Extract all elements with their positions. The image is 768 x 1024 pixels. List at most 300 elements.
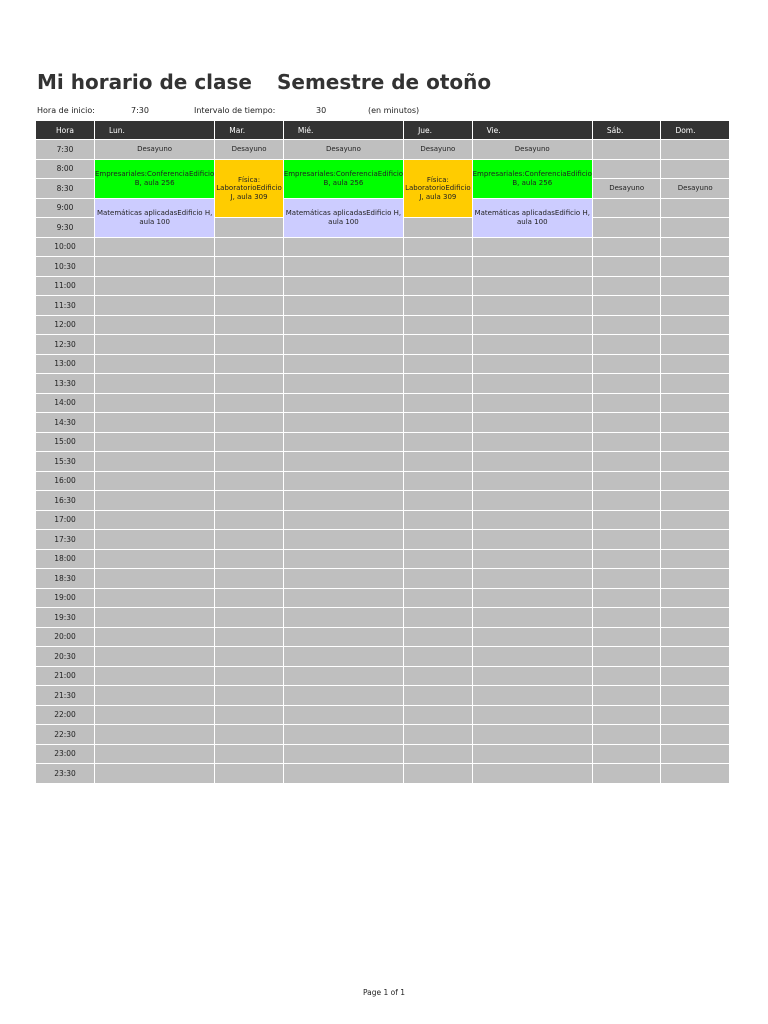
schedule-cell[interactable] — [215, 764, 283, 783]
time-slot-label: 9:00 — [36, 199, 94, 218]
schedule-cell[interactable] — [95, 706, 214, 725]
time-slot-label: 22:30 — [36, 725, 94, 744]
schedule-cell[interactable] — [215, 218, 283, 237]
class-block-text — [678, 184, 713, 193]
schedule-cell[interactable] — [593, 550, 661, 569]
time-slot-label: 20:00 — [36, 628, 94, 647]
schedule-cell[interactable] — [661, 608, 729, 627]
schedule-cell[interactable] — [284, 277, 403, 296]
schedule-cell[interactable] — [404, 472, 472, 491]
schedule-cell[interactable] — [284, 530, 403, 549]
schedule-cell[interactable] — [473, 394, 592, 413]
semester-title: Semestre de otoño — [277, 70, 492, 94]
class-block[interactable] — [95, 140, 214, 159]
schedule-cell[interactable] — [284, 647, 403, 666]
schedule-cell[interactable] — [215, 725, 283, 744]
class-block-line: Edificio H, aula 100 — [516, 209, 590, 226]
schedule-cell[interactable] — [284, 589, 403, 608]
schedule-cell[interactable] — [593, 745, 661, 764]
schedule-cell[interactable] — [404, 316, 472, 335]
schedule-cell[interactable] — [95, 277, 214, 296]
schedule-cell[interactable] — [404, 745, 472, 764]
schedule-cell[interactable] — [284, 238, 403, 257]
schedule-cell[interactable] — [95, 472, 214, 491]
schedule-cell[interactable] — [215, 530, 283, 549]
schedule-cell[interactable] — [404, 764, 472, 783]
schedule-cell[interactable] — [473, 316, 592, 335]
column-header-day: Mié. — [284, 121, 403, 139]
schedule-cell[interactable] — [95, 686, 214, 705]
schedule-cell[interactable] — [593, 511, 661, 530]
schedule-cell[interactable] — [404, 413, 472, 432]
schedule-cell[interactable] — [593, 316, 661, 335]
class-block[interactable] — [473, 160, 592, 198]
schedule-cell[interactable] — [95, 413, 214, 432]
schedule-cell[interactable] — [284, 413, 403, 432]
schedule-cell[interactable] — [661, 667, 729, 686]
class-block-line: Desayuno — [677, 184, 713, 192]
schedule-cell[interactable] — [593, 647, 661, 666]
schedule-cell[interactable] — [215, 238, 283, 257]
schedule-cell[interactable] — [473, 511, 592, 530]
schedule-cell[interactable] — [661, 530, 729, 549]
column-header-hora: Hora — [36, 121, 94, 139]
schedule-cell[interactable] — [215, 569, 283, 588]
class-block-line: Edificio J, aula 309 — [230, 184, 282, 201]
schedule-cell[interactable] — [95, 530, 214, 549]
schedule-cell[interactable] — [215, 686, 283, 705]
schedule-cell[interactable] — [473, 296, 592, 315]
schedule-cell[interactable] — [661, 725, 729, 744]
schedule-cell[interactable] — [215, 452, 283, 471]
schedule-cell[interactable] — [284, 257, 403, 276]
class-block-line: Edificio H, aula 100 — [328, 209, 402, 226]
schedule-cell[interactable] — [95, 764, 214, 783]
schedule-cell[interactable] — [284, 316, 403, 335]
schedule-cell[interactable] — [404, 374, 472, 393]
page-title: Mi horario de clase — [37, 70, 252, 94]
time-slot-label: 8:30 — [36, 179, 94, 198]
schedule-cell[interactable] — [95, 433, 214, 452]
column-header-day: Dom. — [661, 121, 729, 139]
page-footer: Page 1 of 1 — [362, 988, 406, 997]
class-block-line: Edificio J, aula 309 — [419, 184, 471, 201]
schedule-cell[interactable] — [95, 316, 214, 335]
schedule-cell[interactable] — [404, 686, 472, 705]
schedule-cell[interactable] — [215, 394, 283, 413]
schedule-cell[interactable] — [215, 491, 283, 510]
class-block-text — [473, 209, 592, 226]
schedule-cell[interactable] — [593, 257, 661, 276]
schedule-cell[interactable] — [661, 589, 729, 608]
schedule-cell[interactable] — [404, 647, 472, 666]
interval-label: Intervalo de tiempo: — [194, 106, 276, 115]
schedule-cell[interactable] — [95, 238, 214, 257]
schedule-cell[interactable] — [473, 530, 592, 549]
interval-unit: (en minutos) — [368, 106, 420, 115]
column-header-day: Lun. — [95, 121, 214, 139]
schedule-cell[interactable] — [593, 530, 661, 549]
schedule-cell[interactable] — [404, 706, 472, 725]
schedule-cell[interactable] — [473, 277, 592, 296]
time-slot-label: 8:00 — [36, 160, 94, 179]
schedule-cell[interactable] — [215, 316, 283, 335]
time-slot-label: 12:00 — [36, 316, 94, 335]
class-block[interactable] — [284, 160, 403, 198]
interval-value[interactable]: 30 — [316, 106, 327, 115]
schedule-cell[interactable] — [95, 491, 214, 510]
column-header-day: Mar. — [215, 121, 283, 139]
schedule-cell[interactable] — [404, 355, 472, 374]
schedule-cell[interactable] — [593, 296, 661, 315]
schedule-cell[interactable] — [473, 355, 592, 374]
schedule-cell[interactable] — [593, 472, 661, 491]
schedule-cell[interactable] — [593, 199, 661, 218]
schedule-cell[interactable] — [215, 628, 283, 647]
schedule-cell[interactable] — [661, 647, 729, 666]
schedule-cell[interactable] — [95, 647, 214, 666]
schedule-cell[interactable] — [215, 745, 283, 764]
time-slot-label: 19:30 — [36, 608, 94, 627]
class-block-line: Edificio B, aula 256 — [323, 170, 404, 187]
schedule-cell[interactable] — [284, 550, 403, 569]
class-block-line: Empresariales: — [95, 170, 148, 178]
schedule-cell[interactable] — [593, 628, 661, 647]
schedule-cell[interactable] — [473, 472, 592, 491]
schedule-cell[interactable] — [473, 433, 592, 452]
schedule-cell[interactable] — [661, 238, 729, 257]
schedule-cell[interactable] — [284, 706, 403, 725]
schedule-cell[interactable] — [593, 238, 661, 257]
class-block-text — [609, 184, 644, 193]
schedule-cell[interactable] — [661, 550, 729, 569]
class-block-line: Física: Laboratorio — [216, 175, 261, 192]
schedule-cell[interactable] — [473, 745, 592, 764]
schedule-cell[interactable] — [473, 335, 592, 354]
schedule-cell[interactable] — [284, 667, 403, 686]
schedule-cell[interactable] — [95, 589, 214, 608]
time-slot-label: 13:30 — [36, 374, 94, 393]
schedule-cell[interactable] — [95, 725, 214, 744]
class-block[interactable] — [404, 140, 472, 159]
class-block[interactable] — [95, 160, 214, 198]
schedule-cell[interactable] — [661, 394, 729, 413]
schedule-cell[interactable] — [593, 686, 661, 705]
schedule-cell[interactable] — [593, 706, 661, 725]
time-slot-label: 22:00 — [36, 706, 94, 725]
time-slot-label: 18:00 — [36, 550, 94, 569]
class-block[interactable] — [404, 160, 472, 218]
schedule-cell[interactable] — [593, 608, 661, 627]
schedule-cell[interactable] — [661, 628, 729, 647]
class-block-text — [232, 145, 267, 154]
class-block-line: Edificio H, aula 100 — [139, 209, 213, 226]
schedule-cell[interactable] — [473, 667, 592, 686]
schedule-cell[interactable] — [284, 335, 403, 354]
class-block[interactable] — [284, 140, 403, 159]
time-slot-label: 16:30 — [36, 491, 94, 510]
time-slot-label: 17:00 — [36, 511, 94, 530]
schedule-cell[interactable] — [95, 257, 214, 276]
schedule-cell[interactable] — [404, 238, 472, 257]
schedule-cell[interactable] — [473, 628, 592, 647]
schedule-cell[interactable] — [661, 218, 729, 237]
schedule-cell[interactable] — [215, 277, 283, 296]
schedule-cell[interactable] — [404, 218, 472, 237]
schedule-cell[interactable] — [284, 355, 403, 374]
schedule-cell[interactable] — [473, 491, 592, 510]
schedule-cell[interactable] — [661, 355, 729, 374]
time-slot-label: 14:00 — [36, 394, 94, 413]
schedule-cell[interactable] — [215, 374, 283, 393]
schedule-cell[interactable] — [661, 140, 729, 159]
schedule-cell[interactable] — [404, 550, 472, 569]
class-block-text — [515, 145, 550, 154]
class-block-line: Edificio B, aula 256 — [512, 170, 592, 187]
schedule-cell[interactable] — [215, 355, 283, 374]
schedule-cell[interactable] — [473, 725, 592, 744]
schedule-cell[interactable] — [284, 569, 403, 588]
time-slot-label: 17:30 — [36, 530, 94, 549]
class-block-line: Matemáticas aplicadas — [474, 209, 555, 217]
schedule-cell[interactable] — [404, 628, 472, 647]
schedule-cell[interactable] — [661, 374, 729, 393]
schedule-cell[interactable] — [95, 394, 214, 413]
schedule-cell[interactable] — [473, 764, 592, 783]
schedule-cell[interactable] — [95, 745, 214, 764]
schedule-cell[interactable] — [95, 374, 214, 393]
schedule-cell[interactable] — [95, 608, 214, 627]
schedule-cell[interactable] — [215, 296, 283, 315]
class-block-line: Desayuno — [420, 145, 456, 153]
time-slot-label: 12:30 — [36, 335, 94, 354]
class-block[interactable] — [215, 140, 283, 159]
class-block-text — [404, 176, 472, 202]
schedule-cell[interactable] — [593, 491, 661, 510]
class-block-text — [95, 209, 214, 226]
schedule-cell[interactable] — [473, 569, 592, 588]
schedule-cell[interactable] — [661, 569, 729, 588]
schedule-cell[interactable] — [473, 706, 592, 725]
schedule-cell[interactable] — [473, 647, 592, 666]
schedule-cell[interactable] — [95, 667, 214, 686]
class-block-line: Desayuno — [137, 145, 173, 153]
time-slot-label: 23:00 — [36, 745, 94, 764]
class-block-line: Empresariales: — [472, 170, 525, 178]
schedule-cell[interactable] — [215, 413, 283, 432]
schedule-cell[interactable] — [593, 374, 661, 393]
schedule-cell[interactable] — [404, 433, 472, 452]
schedule-cell[interactable] — [284, 511, 403, 530]
schedule-cell[interactable] — [593, 433, 661, 452]
schedule-cell[interactable] — [404, 511, 472, 530]
schedule-cell[interactable] — [404, 589, 472, 608]
schedule-cell[interactable] — [593, 452, 661, 471]
schedule-cell[interactable] — [593, 764, 661, 783]
schedule-cell[interactable] — [284, 296, 403, 315]
time-slot-label: 14:30 — [36, 413, 94, 432]
schedule-cell[interactable] — [215, 511, 283, 530]
schedule-cell[interactable] — [95, 628, 214, 647]
schedule-cell[interactable] — [95, 569, 214, 588]
schedule-cell[interactable] — [404, 296, 472, 315]
schedule-cell[interactable] — [284, 745, 403, 764]
class-block[interactable] — [284, 199, 403, 237]
schedule-cell[interactable] — [284, 472, 403, 491]
schedule-cell[interactable] — [215, 589, 283, 608]
schedule-cell[interactable] — [661, 277, 729, 296]
time-slot-label: 21:00 — [36, 667, 94, 686]
schedule-cell[interactable] — [95, 355, 214, 374]
schedule-cell[interactable] — [593, 589, 661, 608]
schedule-cell[interactable] — [284, 491, 403, 510]
time-slot-label: 19:00 — [36, 589, 94, 608]
schedule-cell[interactable] — [404, 257, 472, 276]
schedule-cell[interactable] — [661, 764, 729, 783]
schedule-cell[interactable] — [473, 257, 592, 276]
schedule-cell[interactable] — [661, 335, 729, 354]
schedule-cell[interactable] — [284, 628, 403, 647]
schedule-cell[interactable] — [593, 413, 661, 432]
schedule-cell[interactable] — [473, 413, 592, 432]
class-block-text — [137, 145, 172, 154]
schedule-cell[interactable] — [661, 199, 729, 218]
schedule-cell[interactable] — [593, 667, 661, 686]
schedule-cell[interactable] — [95, 511, 214, 530]
start-time-value[interactable]: 7:30 — [131, 106, 149, 115]
schedule-cell[interactable] — [404, 394, 472, 413]
time-slot-label: 21:30 — [36, 686, 94, 705]
class-block[interactable] — [593, 179, 661, 198]
schedule-cell[interactable] — [661, 472, 729, 491]
class-block-line: Física: Laboratorio — [405, 175, 449, 192]
schedule-cell[interactable] — [215, 608, 283, 627]
class-block-line: Desayuno — [325, 145, 361, 153]
schedule-cell[interactable] — [215, 550, 283, 569]
schedule-cell[interactable] — [473, 550, 592, 569]
schedule-cell[interactable] — [473, 238, 592, 257]
class-block-line: Matemáticas aplicadas — [285, 209, 367, 217]
class-block[interactable] — [473, 140, 592, 159]
schedule-cell[interactable] — [473, 608, 592, 627]
time-slot-label: 15:00 — [36, 433, 94, 452]
schedule-cell[interactable] — [661, 433, 729, 452]
schedule-cell[interactable] — [661, 511, 729, 530]
schedule-cell[interactable] — [95, 550, 214, 569]
schedule-cell[interactable] — [95, 296, 214, 315]
schedule-cell[interactable] — [593, 335, 661, 354]
column-header-day: Jue. — [404, 121, 472, 139]
schedule-cell[interactable] — [593, 277, 661, 296]
schedule-cell[interactable] — [215, 433, 283, 452]
schedule-cell[interactable] — [404, 277, 472, 296]
schedule-cell[interactable] — [284, 725, 403, 744]
schedule-cell[interactable] — [661, 160, 729, 179]
schedule-cell[interactable] — [661, 257, 729, 276]
schedule-cell[interactable] — [593, 394, 661, 413]
schedule-cell[interactable] — [215, 257, 283, 276]
schedule-cell[interactable] — [404, 491, 472, 510]
time-slot-label: 23:30 — [36, 764, 94, 783]
schedule-cell[interactable] — [473, 452, 592, 471]
class-block-line: Matemáticas aplicadas — [96, 209, 178, 217]
class-block[interactable] — [661, 179, 729, 198]
schedule-cell[interactable] — [404, 725, 472, 744]
schedule-cell[interactable] — [404, 530, 472, 549]
schedule-cell[interactable] — [593, 218, 661, 237]
schedule-cell[interactable] — [404, 667, 472, 686]
schedule-cell[interactable] — [404, 452, 472, 471]
schedule-cell[interactable] — [661, 686, 729, 705]
schedule-cell[interactable] — [661, 413, 729, 432]
class-block-line: Conferencia — [335, 170, 378, 178]
schedule-cell[interactable] — [661, 316, 729, 335]
class-block-text — [284, 209, 403, 226]
schedule-cell[interactable] — [284, 394, 403, 413]
time-slot-label: 9:30 — [36, 218, 94, 237]
schedule-cell[interactable] — [473, 589, 592, 608]
class-block-line: Empresariales: — [283, 170, 336, 178]
schedule-cell[interactable] — [284, 433, 403, 452]
schedule-cell[interactable] — [284, 452, 403, 471]
schedule-cell[interactable] — [284, 764, 403, 783]
schedule-cell[interactable] — [215, 706, 283, 725]
schedule-cell[interactable] — [473, 374, 592, 393]
schedule-cell[interactable] — [473, 686, 592, 705]
class-block-text — [215, 176, 283, 202]
schedule-cell[interactable] — [215, 335, 283, 354]
schedule-cell[interactable] — [661, 452, 729, 471]
time-slot-label: 16:00 — [36, 472, 94, 491]
schedule-cell[interactable] — [661, 491, 729, 510]
schedule-cell[interactable] — [661, 706, 729, 725]
schedule-cell[interactable] — [95, 452, 214, 471]
schedule-cell[interactable] — [593, 140, 661, 159]
class-block[interactable] — [215, 160, 283, 218]
schedule-cell[interactable] — [215, 647, 283, 666]
start-time-label: Hora de inicio: — [37, 106, 95, 115]
schedule-cell[interactable] — [661, 745, 729, 764]
schedule-grid — [36, 121, 729, 783]
class-block-text — [473, 170, 592, 187]
class-block-line: Conferencia — [524, 170, 567, 178]
schedule-cell[interactable] — [593, 355, 661, 374]
time-slot-label: 18:30 — [36, 569, 94, 588]
class-block[interactable] — [95, 199, 214, 237]
schedule-cell[interactable] — [215, 472, 283, 491]
class-block[interactable] — [473, 199, 592, 237]
schedule-cell[interactable] — [661, 296, 729, 315]
schedule-cell[interactable] — [215, 667, 283, 686]
schedule-cell[interactable] — [284, 608, 403, 627]
schedule-cell[interactable] — [95, 335, 214, 354]
time-slot-label: 15:30 — [36, 452, 94, 471]
schedule-cell[interactable] — [284, 686, 403, 705]
class-block-text — [420, 145, 455, 154]
class-block-line: Conferencia — [147, 170, 189, 178]
time-slot-label: 10:00 — [36, 238, 94, 257]
schedule-cell[interactable] — [404, 569, 472, 588]
schedule-cell[interactable] — [593, 569, 661, 588]
schedule-cell[interactable] — [593, 160, 661, 179]
time-slot-label: 20:30 — [36, 647, 94, 666]
schedule-cell[interactable] — [593, 725, 661, 744]
time-slot-label: 13:00 — [36, 355, 94, 374]
schedule-cell[interactable] — [404, 335, 472, 354]
column-header-day: Vie. — [473, 121, 592, 139]
schedule-cell[interactable] — [404, 608, 472, 627]
schedule-cell[interactable] — [284, 374, 403, 393]
